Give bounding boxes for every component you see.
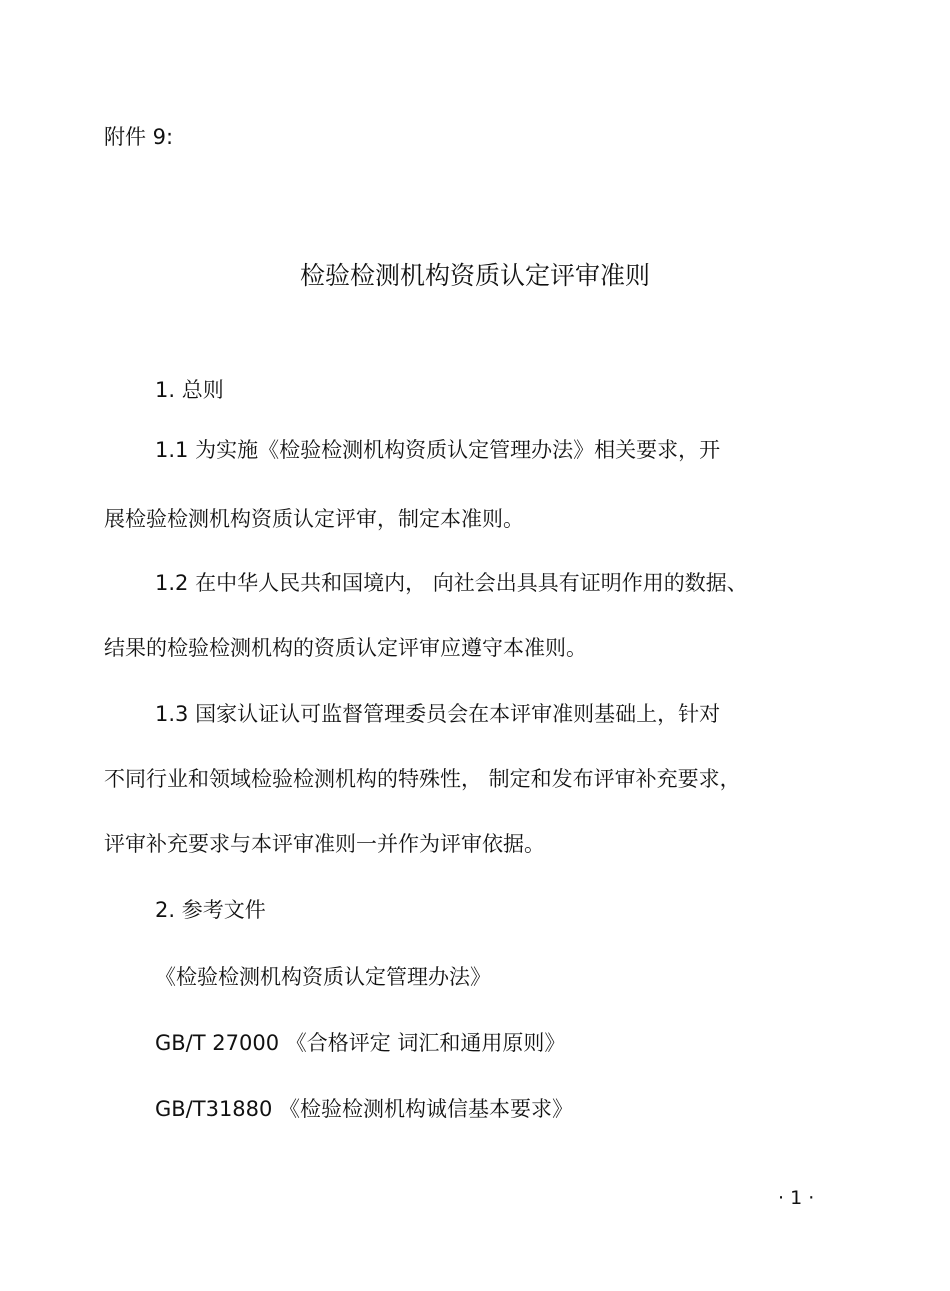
document-title: 检验检测机构资质认定评审准则: [299, 261, 650, 290]
clause-1-1-line-1: 1.1 为实施《检验检测机构资质认定管理办法》相关要求，开: [155, 438, 721, 462]
clause-1-3-line-1: 1.3 国家认证认可监督管理委员会在本评审准则基础上，针对: [155, 702, 721, 726]
clause-1-2-line-2: 结果的检验检测机构的资质认定评审应遵守本准则。: [104, 636, 587, 660]
clause-1-2-line-1: 1.2 在中华人民共和国境内， 向社会出具具有证明作用的数据、: [155, 571, 748, 595]
section-2-heading: 2. 参考文件: [155, 898, 266, 922]
reference-2: GB/T 27000 《合格评定 词汇和通用原则》: [155, 1031, 566, 1055]
clause-1-3-line-2: 不同行业和领域检验检测机构的特殊性， 制定和发布评审补充要求，: [104, 767, 741, 791]
reference-3: GB/T31880 《检验检测机构诚信基本要求》: [155, 1097, 574, 1121]
attachment-label: 附件 9:: [104, 125, 174, 149]
reference-1: 《检验检测机构资质认定管理办法》: [155, 965, 491, 989]
section-1-heading: 1. 总则: [155, 378, 224, 402]
clause-1-1-line-2: 展检验检测机构资质认定评审，制定本准则。: [104, 507, 524, 531]
clause-1-3-line-3: 评审补充要求与本评审准则一并作为评审依据。: [104, 832, 545, 856]
page-number: · 1 ·: [778, 1187, 815, 1209]
